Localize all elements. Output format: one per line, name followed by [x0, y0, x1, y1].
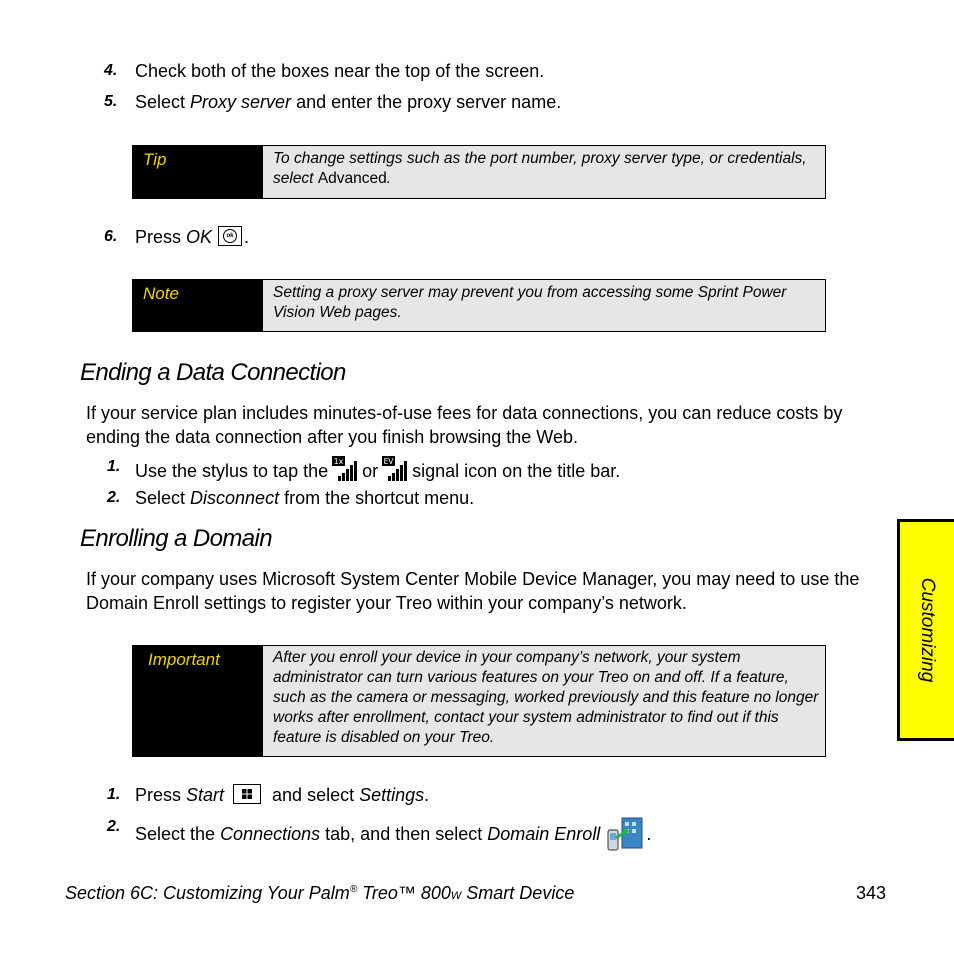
- signal-icon-badge: 1x: [333, 457, 344, 466]
- signal-1x-icon: [332, 456, 358, 482]
- text-run: from the shortcut menu.: [279, 488, 475, 508]
- text-run: Select: [135, 488, 191, 508]
- callout-label: Tip: [133, 146, 263, 198]
- section-paragraph: If your company uses Microsoft System Center Mobile Device Manager, you may need to use the Domain Enroll settings to register your Treo within your company’s network.: [86, 569, 860, 613]
- text-run: Use the stylus to tap the: [135, 461, 329, 481]
- step-text: [135, 784, 429, 806]
- domain-enroll-icon: [606, 816, 646, 854]
- text-run: signal icon on the title bar.: [412, 461, 621, 481]
- text-run: Select: [135, 92, 191, 112]
- menu-term: Connections: [220, 824, 321, 844]
- step-number: 1.: [107, 458, 121, 475]
- text-run: To change settings such as the port number, proxy server type, or credentials, select: [273, 150, 807, 187]
- menu-term: Disconnect: [190, 488, 280, 508]
- signal-icon-badge: EV: [383, 457, 394, 466]
- text-run: Select the: [135, 824, 221, 844]
- page-number: 343: [856, 883, 887, 903]
- step-number: 2.: [107, 489, 121, 506]
- registered-mark: ®: [349, 884, 358, 895]
- callout-text: [273, 149, 819, 189]
- section-heading: Ending a Data Connection: [80, 359, 346, 386]
- callout-text: After you enroll your device in your company’s network, your system administrator can turn various features on your Treo on and off. If a feature, such as the camera or messaging, worked previously and this feature no longer works after enrollment, contact your system administrator to find out if this feature is disabled on your Treo.: [273, 649, 819, 746]
- callout-label: Note: [133, 280, 263, 331]
- important-callout: [132, 645, 826, 757]
- emphasis: Advanced: [317, 170, 387, 187]
- text-run: and select: [267, 785, 360, 805]
- step-text: [135, 91, 561, 113]
- text-run: .: [646, 824, 652, 844]
- callout-label: Important: [133, 646, 263, 756]
- signal-ev-icon: [382, 456, 408, 482]
- text-run: or: [362, 461, 379, 481]
- windows-start-icon: [233, 784, 261, 804]
- section-heading: Enrolling a Domain: [80, 525, 272, 552]
- menu-term: Domain Enroll: [487, 824, 601, 844]
- text-run: Smart Device: [461, 883, 575, 903]
- text-run: Press: [135, 785, 187, 805]
- side-tab-label: Customizing: [917, 577, 938, 683]
- step-text: [135, 487, 474, 509]
- text-run: Section 6C: Customizing Your Palm: [65, 883, 350, 903]
- tip-callout: [132, 145, 826, 199]
- page-footer-title: [65, 883, 574, 904]
- callout-text: Setting a proxy server may prevent you from accessing some Sprint Power Vision Web pages.: [273, 284, 787, 321]
- text-run: Treo™ 800: [357, 883, 451, 903]
- text-run: Press: [135, 227, 187, 247]
- menu-term: OK: [186, 227, 213, 247]
- text-run: .: [424, 785, 430, 805]
- step-text: [135, 456, 620, 482]
- step-text: [135, 226, 249, 248]
- menu-term: Settings: [359, 785, 425, 805]
- text-run: tab, and then select: [320, 824, 488, 844]
- ok-icon-label: ok: [223, 229, 237, 243]
- note-callout: [132, 279, 826, 332]
- step-number: 1.: [107, 786, 121, 803]
- model-suffix: W: [450, 890, 462, 902]
- section-paragraph: If your service plan includes minutes-of-use fees for data connections, you can reduce costs by ending the data connection after you finish browsing the Web.: [86, 403, 843, 447]
- step-number: 6.: [104, 228, 118, 245]
- text-run: .: [386, 170, 392, 187]
- menu-term: Start: [186, 785, 225, 805]
- step-number: 5.: [104, 93, 118, 110]
- menu-term: Proxy server: [190, 92, 292, 112]
- chapter-side-tab: [897, 519, 954, 741]
- step-text: [135, 816, 651, 854]
- text-run: .: [244, 227, 250, 247]
- text-run: and enter the proxy server name.: [291, 92, 562, 112]
- step-text: Check both of the boxes near the top of the screen.: [135, 61, 545, 81]
- step-number: 2.: [107, 818, 121, 835]
- ok-button-icon: [218, 226, 242, 246]
- step-number: 4.: [104, 62, 118, 79]
